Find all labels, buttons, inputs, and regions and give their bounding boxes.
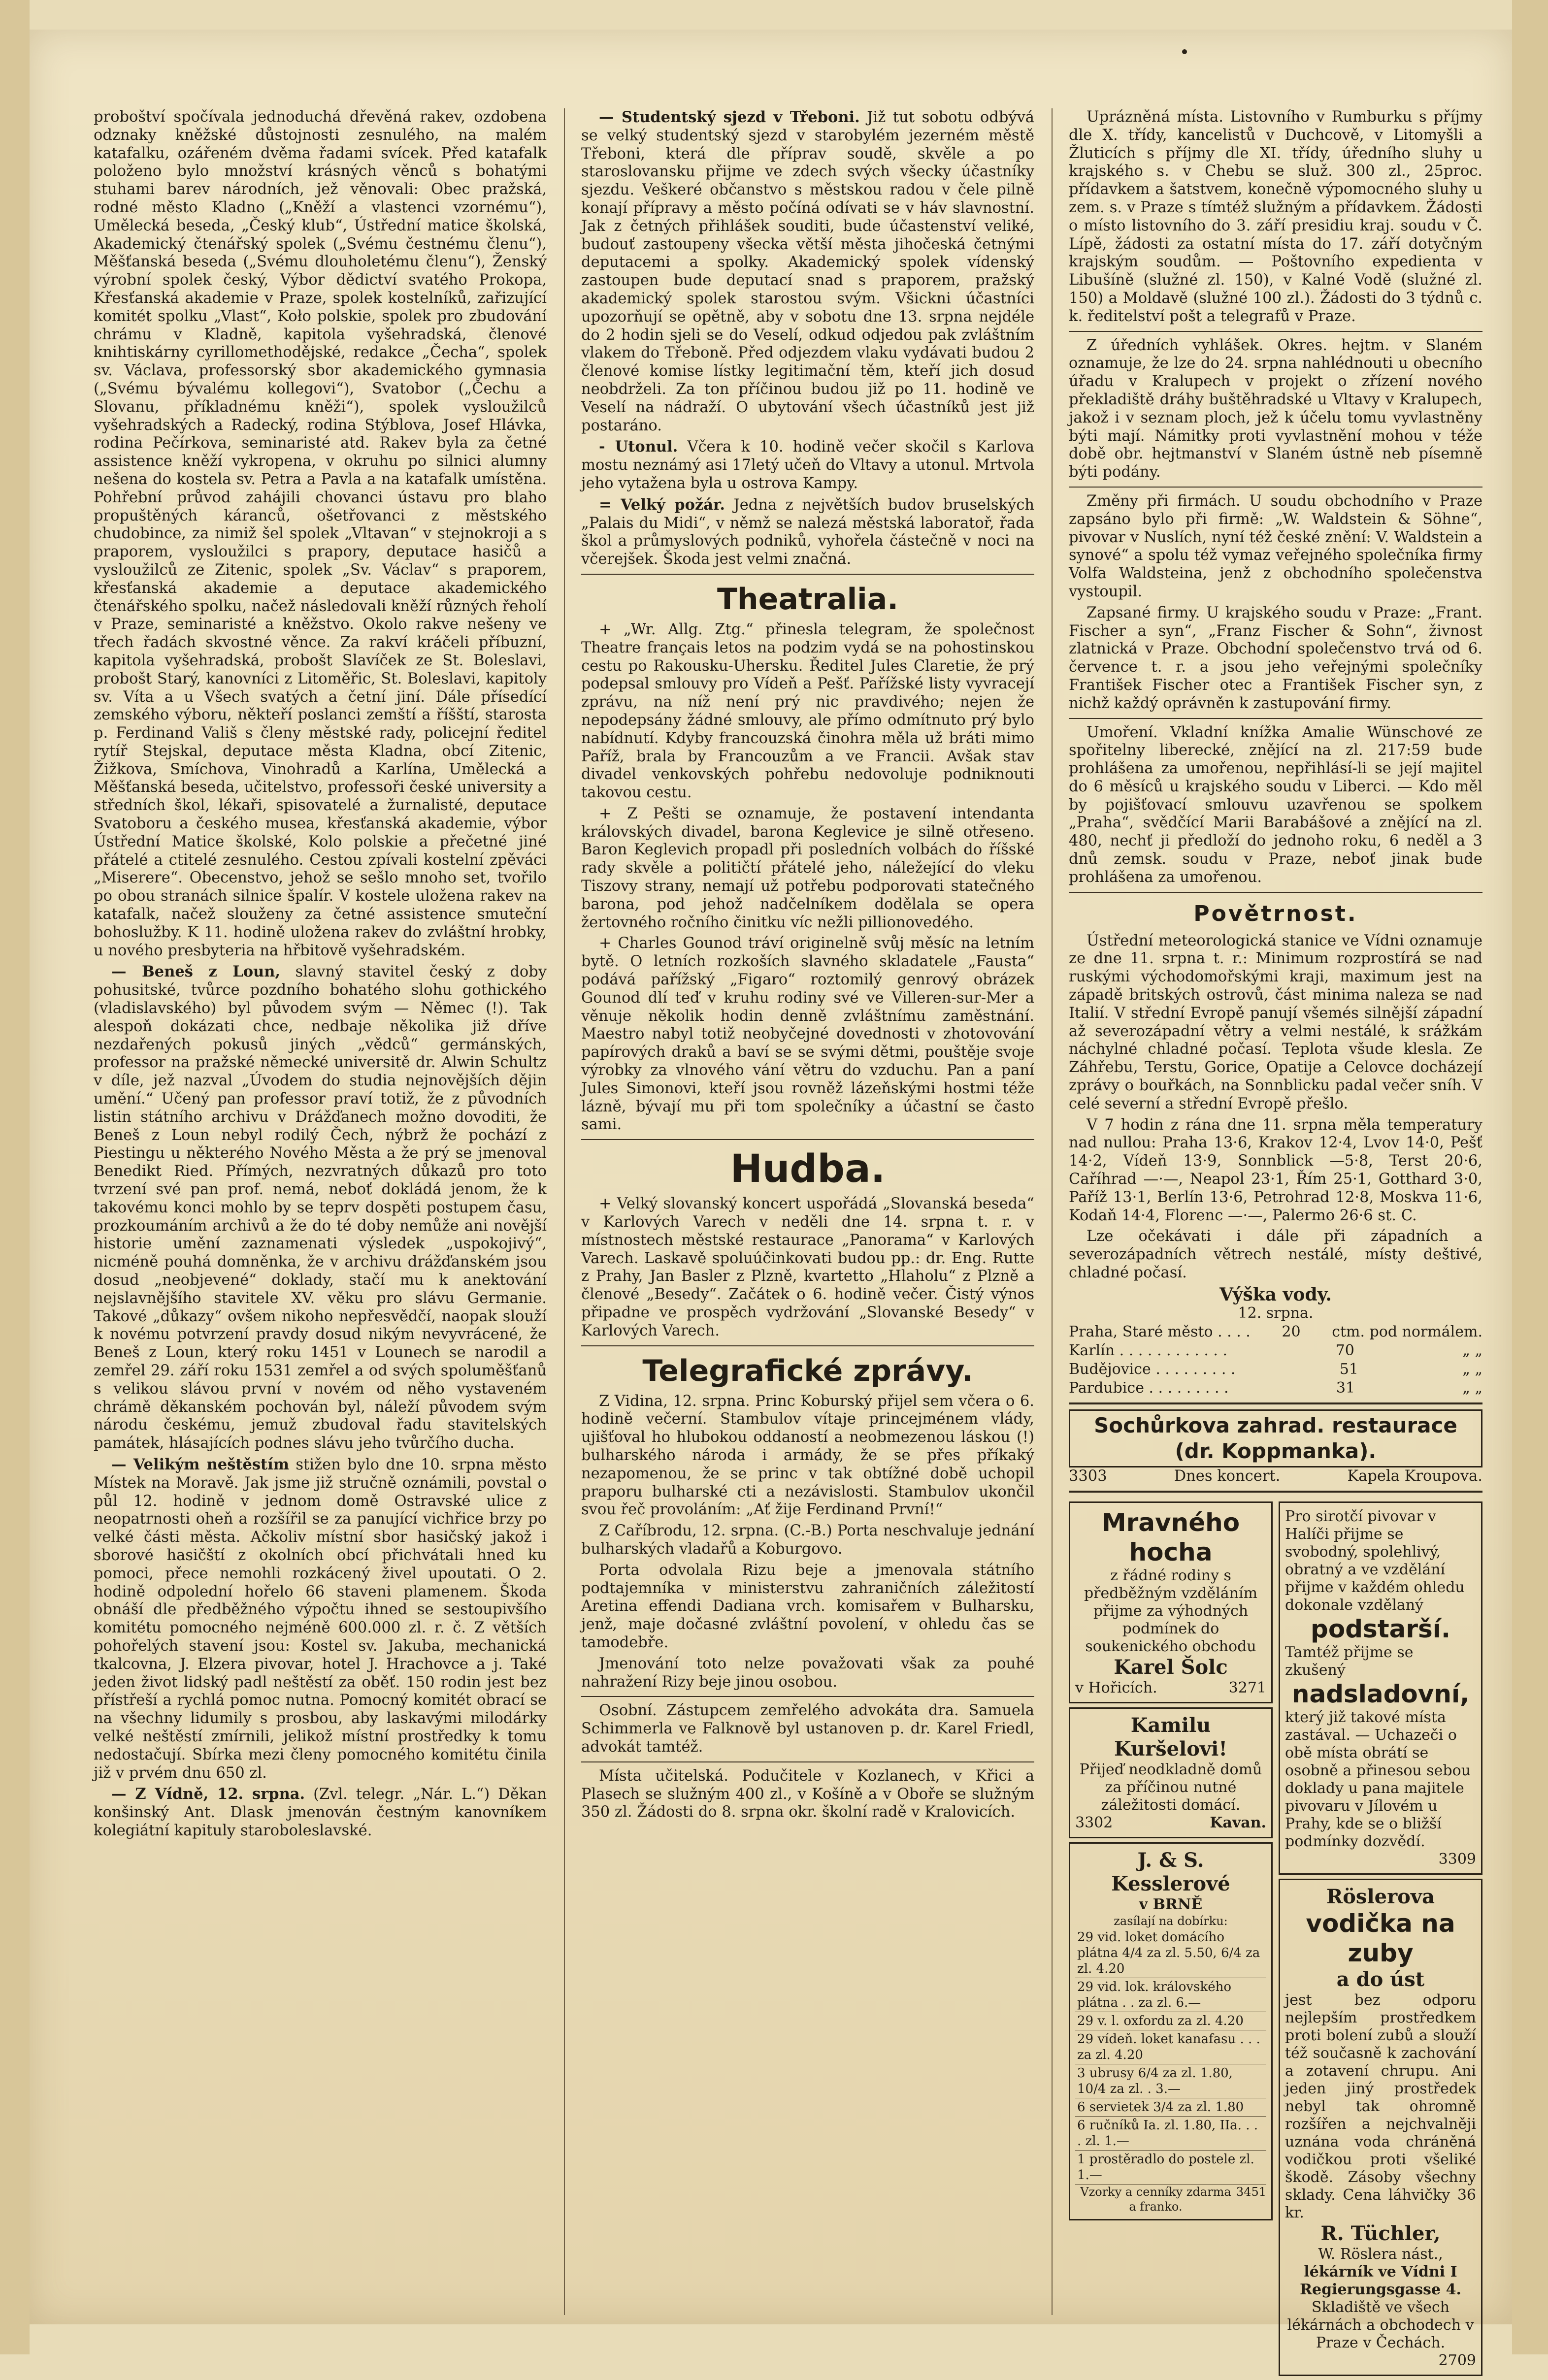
vienna-heading: — Z Vídně, 12. srpna. (111, 1785, 305, 1803)
music-item-1: + Velký slovanský koncert uspořádá „Slovanská beseda“ v Karlových Varech v neděli dne 14. srpna t. r. v místnostech městské restaurace „Panorama“ v Karlových Varech. Laskavě spoluúčinkovati budou pp.: dr. Eng. Rutte z Prahy, Jan Basler z Plzně, kvartetto „Hlaholu“ z Plzně a členové „Besedy“. Začátek o 6. hodině večer. Čistý výnos připadne ve prospěch vydržování „Slovanské Besedy“ v Karlových Varech. (581, 1195, 1034, 1339)
page-dot (1182, 49, 1187, 54)
ad-kessler-note: Vzorky a cenníky zdarma a franko. (1080, 2184, 1231, 2214)
column-rule-1 (564, 108, 565, 2315)
price-row (1075, 2012, 1266, 2030)
price-item: 6 ručníků Ia. zl. 1.80, IIa. . . . zl. 1.— (1075, 2116, 1266, 2150)
section-theatralia: Theatralia. (717, 582, 898, 617)
mistek-heading: — Velikým neštěstím (111, 1455, 289, 1473)
temperature-report: V 7 hodin z rána dne 11. srpna měla temperatury nad nullou: Praha 13·6, Krakov 12·4, Lvov 14·0, Pešť 14·2, Vídeň 13·9, Sonnblick —5·8, Terst 20·6, Caříhrad —·—, Neapol 23·1, Řím 25·1, Gotthard 3·0, Paříž 13·1, Berlín 13·6, Petrohrad 12·8, Moskva 11·6, Kodaň 14·4, Florenc —·—, Palermo 26·6 st. C. (1069, 1116, 1482, 1224)
ad-toothwater-maker: R. Tüchler, (1320, 2221, 1441, 2245)
benes-text: slavný stavitel český z doby pohusitské, tvůrce pozdního bohatého slohu gothického (vladislavského) byl původem svým — Němec (!). Tak alespoň dokázati chce, nedbaje několika již dříve nezdařených pokusů jiných „vědců“ germánských, professor na pražské německé universitě dr. Alwin Schultz v díle, jež nazval „Úvodem do studia nejnovějších dějin umění.“ Učený pan professor praví totiž, že z původních listin státního archivu v Drážďanech možno dovoditi, že Beneš z Loun nebyl rodilý Čech, nýbrž že pochází z Piestingu u některého Nového Města a že prý se jmenoval Benedikt Ried. Přímých, nezvratných důkazů pro toto tvrzení své pan prof. nemá, neboť dokládá jenom, že k takovému konci mohlo by se teprv dospěti postupem času, prozkoumáním archivů a že do té doby nemůže ani novější historie umění zaznamenati výsledek „uspokojivý“, nicméně pouhá domněnka, že v archivu drážďanském jsou dosud „neobjevené“ doklady, stačí mu k anektování nejslavnějšího stavitele XV. věku pro slávu Germanie. Takové „důkazy“ ovšem nikoho nepřesvědčí, naopak slouží k novému potvrzení pravdy dosud nikým nevyvrácené, že Beneš z Loun, který roku 1451 v Lounech se narodil a zemřel 29. září roku 1531 zemřel a od svých spoluměšťanů s velikou slávou první v novém od něho vystaveném chrámě děkanském pochován byl, náleží původem svým národu českému, jemuž zbudoval řadu stavitelských památek, hlásajících podnes slávu jeho tvůrčího ducha. (94, 963, 547, 1452)
mistek-article (94, 1456, 547, 1782)
ad-apprentice-title: Mravného hocha (1101, 1508, 1240, 1566)
telegram-2: Z Caříbrodu, 12. srpna. (C.-B.) Porta neschvaluje jednání bulharských vladařů a Koburgovo. (581, 1522, 1034, 1558)
official-notices: Z úředních vyhlášek. Okres. hejtm. v Slaném oznamuje, že lze do 24. srpna nahlédnouti u obecního úřadu v Kralupech v projekt o zřízení nového překladiště dráhy buštěhradské u Vltavy v Kralupech, jakož i v seznam ploch, jež k účelu tomu vyvlastněny býti mají. Námitky proti vyvlastnění mohou v téže době obr. hejtmanství v Slaném ústně neb písemně býti podány. (1069, 336, 1482, 481)
fire-heading: = Velký požár. (599, 495, 725, 514)
price-row (1075, 2098, 1266, 2116)
ad-apprentice-place: v Hořicích. (1075, 1679, 1157, 1696)
price-row (1075, 1978, 1266, 2012)
ad-toothwater (1279, 1879, 1482, 2376)
teacher-vacancies: Místa učitelská. Podučitele v Kozlanech, v Křici a Plasech se služným 400 zl., v Košíně a v Oboře se služným 350 zl. Žádosti do 8. srpna okr. školní radě v Kralovicích. (581, 1767, 1034, 1821)
price-item: 29 vid. lok. královského plátna . . za zl. 6.— (1075, 1978, 1266, 2012)
ad-toothwater-title: vodička na zuby (1306, 1909, 1455, 1967)
cancellation-notice: Umoření. Vkladní knížka Amalie Wünschové ze spořitelny liberecké, znějící na zl. 217:59 bude prohlášena za umořenou, nepřihlásí-li se její majitel do 6 měsíců u krajského soudu v Liberci. — Kdo měl by pojišťovací smlouvu uzavřenou se spolkem „Praha“, svědčící Marii Barabášové a znějící na zl. 480, nechť ji předloží do jednoho roku, 6 neděl a 3 dnů zemsk. soudu v Praze, neboť jinak bude prohlášena za umořenou. (1069, 723, 1482, 886)
ad-kessler-subtitle: zasílají na dobírku: (1114, 1914, 1228, 1928)
telegram-4: Jmenování toto nelze považovati však za pouhé nahražení Rizy beje jinou osobou. (581, 1655, 1034, 1691)
page-edge-left (0, 0, 30, 2354)
water-value: 31 (1336, 1379, 1355, 1397)
water-row (1069, 1379, 1482, 1398)
section-telegrams: Telegrafické zprávy. (642, 1353, 973, 1388)
water-place: Karlín . . . . . . . . . . . . (1069, 1341, 1228, 1359)
section-weather: Povětrnost. (1193, 901, 1358, 926)
firm-changes: Změny při firmách. U soudu obchodního v Praze zapsáno bylo při firmě: „W. Waldstein & Söhne“, pivovar v Nuslích, nyní též české znění: V. Waldstein a synové“ a spolu též vymaz veřejného společníka firmy Volfa Waldsteina, jenž z obchodního společenstva vystoupil. (1069, 492, 1482, 600)
fire-text: Jedna z největších budov bruselských „Palais du Midi“, v němž se nalezá městská laboratoř, řada škol a průmyslových podniků, vyhořela částečně v noci na včerejšek. Škoda jest velmi značná. (581, 496, 1034, 568)
ad-kessler-footer (1075, 2184, 1266, 2214)
ad-toothwater-text2: Skladiště ve všech lékárnách a obchodech v Praze v Čechách. (1287, 2298, 1474, 2351)
benes-heading: — Beneš z Loun, (111, 963, 281, 981)
water-place: Pardubice . . . . . . . . . (1069, 1379, 1229, 1397)
divider (581, 1139, 1034, 1140)
price-item: 1 prostěradlo do postele zl. 1.— (1075, 2150, 1266, 2184)
water-place: Praha, Staré město . . . . (1069, 1323, 1251, 1340)
price-item: 29 vídeň. loket kanafasu . . . za zl. 4.20 (1075, 2030, 1266, 2064)
ad-kursel-number: 3302 (1075, 1814, 1113, 1831)
personal-notice: Osobní. Zástupcem zemřelého advokáta dra. Samuela Schimmerla ve Falknově byl ustanoven p. dr. Karel Friedl, advokát tamtéž. (581, 1702, 1034, 1756)
restaurant-ad-number: 3303 (1069, 1467, 1107, 1485)
ad-apprentice (1069, 1501, 1273, 1703)
water-row (1069, 1341, 1482, 1360)
student-congress-text: Již tut sobotu odbývá se velký studentský sjezd v starobylém jezerném městě Třeboni, která dle příprav soudě, skvěle a po staroslovansku přijme ve zdech svých všecky účastníky sjezdu. Veškeré občanstvo s městskou radou v čele pilně konají přípravy a město počíná odívati se v háv slavnostní. Jak z četných přihlášek souditi, bude účastenství veliké, budouť zastoupeny všecka větší města jihočeská četnými deputacemi a spolky. Akademický spolek vídenský zastoupen bude deputací snad s praporem, pražský akademický spolek starostou svým. Všickni účastníci upozorňují se opětně, aby v sobotu dne 13. srpna nejdéle do 2 hodin sjeli se do Veselí, odkud odjedou pak zvláštním vlakem do Třeboně. Před odjezdem vlaku vydávati budou 2 členové komise lístky legitimační těm, kteří jich dosud neobdrželi. Za ton příčinou budou již po 11. hodině ve Veselí na nádraží. O ubytování všech účastníků jest již postaráno. (581, 109, 1034, 434)
price-item: 29 vid. loket domácího plátna 4/4 za zl. 5.50, 6/4 za zl. 4.20 (1075, 1928, 1266, 1978)
ads-left (1069, 1498, 1273, 2380)
price-item: 6 servietek 3/4 za zl. 1.80 (1075, 2098, 1266, 2116)
registered-firms: Zapsané firmy. U krajského soudu v Praze: „Frant. Fischer a syn“, „Franz Fischer & Sohn“, živnost zlatnická v Praze. Obchodní společenstvo trvá od 6. července t. r. a jsou jeho veřejnými společníky František Fischer otec a František Fischer syn, z nichž každý oprávněn k zastupování firmy. (1069, 604, 1482, 712)
water-value: 51 (1339, 1360, 1358, 1378)
column-right (1069, 108, 1482, 2369)
restaurant-ad-band: Kapela Kroupova. (1347, 1467, 1482, 1485)
ad-toothwater-brand: Röslerova (1326, 1885, 1435, 1908)
water-value: 20 (1282, 1323, 1301, 1340)
student-congress-article (581, 108, 1034, 435)
divider (1069, 487, 1482, 488)
mistek-text: stižen bylo dne 10. srpna město Místek na Moravě. Jak jsme již stručně oznámili, povstal o půl 12. hodině v jednom domě Ostravské ulice z neopatrnosti oheň a rozšířil se za panující vichřice brzy po velké části města. Ačkoliv místní sbor hasičský jakož i sborové hasičští z okolních obcí přichvátali hned ku pomoci, přece nemohli rozkácený živel upoutati. O 2. hodině odpolední hořelo 66 staveni plamenem. Škoda obnáší dle předběžného výpočtu ihned se sestoupivšího komitétu pomocného nejméně 600.000 zl. r. č. Z větších pohořelých stavení jsou: Kostel sv. Jakuba, mechanická tkalcovna, J. Elzera pivovar, hotel J. Hrachovce a j. Také jeden život lidský padl neštěstí za oběť. 150 rodin jest bez přístřeší a rychlá pomoc nutna. Pomocný komitét obrací se na všechny lidumily s prosbou, aby laskavými milodárky velké neštěstí zmírnili, jelikož místní prostředky k tomu nedostačují. Sbírka mezi členy pomocného komitétu činila již v prvém dnu 650 zl. (94, 1456, 547, 1782)
ad-apprentice-name: Karel Šolc (1114, 1655, 1228, 1679)
restaurant-ad-banner: Sochůrkova zahrad. restaurace (dr. Koppmanka). (1069, 1409, 1482, 1467)
ad-kessler-title: J. & S. Kesslerové (1111, 1848, 1230, 1895)
telegram-1: Z Vidina, 12. srpna. Princ Koburský přijel sem včera o 6. hodině večerní. Stambulov vítaje princejménem vlády, ujišťoval ho hlubokou oddaností a neobmezenou láskou (!) bulharského národa i armády, že se přes příkaký nezapomenou, že se princ v tak obtížné době uchopil praporu bulharské cti a nezávislosti. Stambulov ukončil svou řeč provoláním: „Ať žije Ferdinand První!“ (581, 1392, 1034, 1519)
divider (581, 1345, 1034, 1346)
ad-apprentice-footer (1075, 1679, 1266, 1697)
column-left (94, 108, 547, 2320)
price-item: 29 v. l. oxfordu za zl. 4.20 (1075, 2012, 1266, 2030)
water-place: Budějovice . . . . . . . . . (1069, 1360, 1236, 1378)
ads-grid (1069, 1498, 1482, 2380)
ad-brewery-number: 3309 (1438, 1850, 1476, 1868)
ads-right (1279, 1498, 1482, 2380)
ad-brewery-position2: nadsladovní, (1291, 1679, 1470, 1708)
ad-kessler-number: 3451 (1236, 2184, 1266, 2199)
ad-apprentice-number: 3271 (1228, 1679, 1266, 1696)
vienna-text: (Zvl. telegr. „Nár. L.“) Děkan konšinský Ant. Dlask jmenován čestným kanovníkem kolegiátní kapituly staroboleslavské. (94, 1786, 547, 1839)
water-row (1069, 1360, 1482, 1379)
funeral-article: proboštví spočívala jednoduchá dřevěná rakev, ozdobena odznaky kněžské důstojnosti zesnulého, na malém katafalku, ozářeném dvěma řadami svícek. Před katafalk položeno bylo množství krásných věnců s bohatými stuhami barev národních, jež věnovali: Obec pražská, rodné město Kladno („Kněží a vlastenci vzornému“), Umělecká beseda, „Český klub“, Ústřední matice školská, Akademický čtenářský spolek („Svému čestnému členu“), Měšťanská beseda („Svému dlouholetému členu“), Ženský výrobní spolek český, Výbor dědictví svatého Prokopa, Křesťanská akademie v Praze, spolek kostelníků, zařizující komitét spolku „Vlast“, Koło polskie, spolek pro zbudování chrámu v Kladně, kapitola vyšehradská, členové knihtiskárny cyrillomethodějské, redakce „Čecha“, spolek sv. Václava, professorský sbor akademického gymnasia („Svému bývalému kollegovi“), Svatobor („Čechu a Slovanu, příkladnému kněži“), spolek vysloužilců vyšehradských a Radecký, rodina Stýblova, Josef Hlávka, rodina Pečírkova, seminaristé atd. Rakev byla za četné assistence kněží vykropena, v okruhu po silnici alumny nešena do kostela sv. Petra a Pavla a na katafalk umístěna. Pohřební průvod zahájili chovanci ústavu pro blaho propuštěných káranců, ošetřovanci z městského chudobince, za nimiž šel spolek „Vltavan“ v stejnokroji a s praporem, vysloužilci s prapory, deputace hasičů a vysloužilců ze Zitenic, spolek „Sv. Václav“ s praporem, křesťanská akademie a deputace akademického čtenářského spolku, načež následovali kněží různých řeholí v Praze, seminaristé a kněžstvo. Okolo rakve nešeny ve třech řadách skvostné věnce. Za rakví kráčeli příbuzní, kapitola vyšehradská, probošt Slavíček ze St. Boleslavi, probošt Starý, kanovníci z Litoměřic, St. Boleslavi, kapitoly sv. Víta a u Všech svatých a četní jiní. Dále přísedící zemského výboru, někteří poslanci zemští a říšští, starosta p. Ferdinand Vališ s členy městské rady, policejní ředitel rytíř Stejskal, deputace města Kladna, obcí Zitenic, Žižkova, Smíchova, Vinohradů a Karlína, Umělecká a Měšťanská beseda, učitelstvo, professoři české university a středních škol, lékaři, spisovatelé a žurnalisté, deputace Svatoboru a českého musea, křesťanská akademie, výbor Ústřední Matice školské, Kolo polskie a přečetné jiné přátelé a ctitelé zesnulého. Cestou zpívali kostelní zpěváci „Miserere“. Obecenstvo, jehož se sešlo mnoho set, tvořilo po obou stranách silnice špalír. V kostele uložena rakev na katafalk, načež slouženy za četné assistence smuteční bohoslužby. K 11. hodině uložena rakev do zvláštní hrobky, u nového presbyteria na hřbitově vyšehradském. (94, 108, 547, 959)
water-unit: „ „ (1462, 1360, 1482, 1378)
weather-forecast: Lze očekávati i dále při západních a severozápadních větrech nestálé, místy deštivé, chladné počasí. (1069, 1228, 1482, 1282)
water-unit: ctm. pod normálem. (1332, 1323, 1482, 1340)
ad-brewery (1279, 1501, 1482, 1875)
ad-toothwater-number: 2709 (1438, 2351, 1476, 2369)
price-row (1075, 2030, 1266, 2064)
ad-kursel-signature: Kavan. (1210, 1814, 1266, 1831)
price-row (1075, 2116, 1266, 2150)
drowned-text: Včera k 10. hodině večer skočil s Karlova mostu neznámý asi 17letý učeň do Vltavy a utonul. Mrtvola jeho vytažena byla u ostrova Kampy. (581, 438, 1034, 492)
ad-kursel (1069, 1707, 1273, 1838)
water-levels-title: Výška vody. (1219, 1284, 1332, 1305)
ad-kessler (1069, 1842, 1273, 2220)
price-item: 3 ubrusy 6/4 za zl. 1.80, 10/4 za zl. . 3.— (1075, 2064, 1266, 2098)
ad-kursel-footer (1075, 1814, 1266, 1832)
theatre-item-1: + „Wr. Allg. Ztg.“ přinesla telegram, že společnost Theatre français letos na podzim vydá se na pohostinskou cestu po Rakousku-Uhersku. Ředitel Jules Claretie, že prý podepsal smlouvy pro Vídeň a Pešť. Pařížské listy vyvracejí zprávu, na níž není prý nic pravdivého; nejen že nepodepsány žádné smlouvy, ale přímo odmítnuto prý bylo nabídnutí. Kdyby francouzská činohra měla už bráti mimo Paříž, brala by Francouzům a ve Francii. Avšak stav divadel venkovských pohřebu nedovoluje podniknouti takovou cestu. (581, 620, 1034, 802)
ad-brewery-text2: Tamtéž přijme se zkušený (1285, 1643, 1414, 1679)
divider (1069, 1402, 1482, 1404)
vacancies-notice: Uprázněná místa. Listovního v Rumburku s příjmy dle X. třídy, kancelistů v Duchcově, v Litomyšli a Žluticích s příjmy dle XI. třídy, úředního sluhy u krajského s. v Chebu se služ. 300 zl., 25proc. přídavkem a šatstvem, konečně výpomocného sluhy u zem. s. v Praze s tímtéž služným a přídavkem. Žádosti o místo listovního do 3. září presidiu kraj. soudu v Č. Lípě, žádosti za ostatní místa do 17. září dotyčným krajským soudům. — Poštovního expedienta v Libušíně (služné zl. 150), v Kalné Vodě (služné zl. 150) a Moldavě (služné 100 zl.). Žádosti do 3 týdnů c. k. ředitelství pošt a telegrafů v Praze. (1069, 108, 1482, 325)
drowned-heading: - Utonul. (599, 438, 678, 456)
water-levels-date: 12. srpna. (1238, 1304, 1314, 1322)
column-rule-2 (1052, 108, 1053, 2315)
section-hudba: Hudba. (730, 1147, 886, 1192)
divider (1069, 1491, 1482, 1493)
page-edge-right (1512, 0, 1548, 2354)
water-value: 70 (1335, 1341, 1354, 1359)
fire-article (581, 496, 1034, 569)
theatre-item-2: + Z Pešti se oznamuje, že postavení intendanta královských divadel, barona Keglevice je silně otřeseno. Baron Keglevich propadl při posledních volbách do říšské rady skvěle a političtí přátelé jeho, náležející do vleku Tiszovy strany, nemají už potřebu podporovati statečného barona, pod jehož nadčelníkem dodělala se opera žertovného ročního činitku víc nežli pillionovedého. (581, 805, 1034, 931)
water-row (1069, 1323, 1482, 1341)
water-unit: „ „ (1462, 1341, 1482, 1359)
ad-kursel-title: Kamilu Kuršelovi! (1114, 1713, 1227, 1761)
drowned-article (581, 438, 1034, 492)
water-levels (1069, 1285, 1482, 1398)
divider (1069, 331, 1482, 332)
divider (581, 1761, 1034, 1762)
ad-brewery-text: Pro sirotčí pivovar v Halíči přijme se svobodný, spolehlivý, obratný a ve vzdělání přijme v každém ohledu dokonale vzdělaný (1285, 1507, 1465, 1614)
ad-kessler-price-list (1075, 1928, 1266, 2184)
divider (1069, 718, 1482, 719)
ad-apprentice-text: z řádné rodiny s předběžným vzděláním přijme za výhodných podmínek do soukenického obchodu (1084, 1566, 1258, 1655)
ad-toothwater-maker2: W. Röslera nást., (1318, 2245, 1443, 2263)
divider (581, 574, 1034, 575)
divider (1069, 892, 1482, 893)
vienna-article (94, 1785, 547, 1840)
student-congress-heading: — Studentský sjezd v Třeboni. (599, 108, 860, 126)
restaurant-ad-info (1069, 1467, 1482, 1486)
telegram-3: Porta odvolala Rizu beje a jmenovala státního podtajemníka v ministerstvu zahraničních záležitostí Aretina effendi Dadiana vrch. komisařem v Bulharsku, jenž, maje dočasné zvláštní povolení, v ohledu čas se tamodebře. (581, 1561, 1034, 1651)
water-unit: „ „ (1462, 1379, 1482, 1397)
column-middle (581, 108, 1034, 2320)
divider (581, 1696, 1034, 1697)
price-row (1075, 2064, 1266, 2098)
weather-report: Ústřední meteorologická stanice ve Vídni oznamuje ze dne 11. srpna t. r.: Minimum rozprostírá se nad ruskými východomořskými kraji, maximum jest na západě britských ostrovů, část minima naleza se nad Italií. V střední Evropě panují všemés silnější západní až severozápadní větry a velmi nestálé, k srážkám náchylné chladné počasí. Teplota všude klesla. Ze Záhřebu, Terstu, Gorice, Opatije a Celovce docházejí zprávy o bouřkách, na Sonnblicku padal večer sníh. V celé severní a střední Evropě přešlo. (1069, 932, 1482, 1112)
restaurant-ad-concert: Dnes koncert. (1174, 1467, 1281, 1485)
ad-toothwater-subtitle: a do úst (1336, 1967, 1425, 1991)
ad-kessler-place: v BRNĚ (1139, 1895, 1203, 1913)
ad-toothwater-shop: lékárník ve Vídni I Regierungsgasse 4. (1300, 2263, 1461, 2298)
ad-kursel-text: Přijeď neodkladně domů za příčinou nutné záležitosti domácí. (1079, 1761, 1262, 1814)
price-row (1075, 1928, 1266, 1978)
benes-article (94, 963, 547, 1453)
price-row (1075, 2150, 1266, 2184)
ad-brewery-position: podstarší. (1311, 1614, 1450, 1643)
theatre-item-3: + Charles Gounod tráví originelně svůj měsíc na letním bytě. O letních rozkoších slavného skladatele „Fausta“ podává pařížský „Figaro“ roztomilý genrový obrázek Gounod dlí teď v kruhu rodiny své ve Villeren-sur-Mer a věnuje několik hodin denně zvláštnímu zaměstnání. Maestro nabyl totiž neobyčejné dovednosti v zhotovování papírových draků a baví se se svými dětmi, pouštěje svoje výrobky za vlnového vání větru do vzduchu. Pan a paní Jules Simonovi, kteří jsou rovněž lázeňskými hostmi téže lázně, bývají mu při tom společníky a účastní se často sami. (581, 935, 1034, 1134)
ad-toothwater-text: jest bez odporu nejlepším prostředkem proti bolení zubů a slouží též současně k zachování a zotavení chrupu. Ani jeden jiný prostředek nebyl tak ohromně rozšířen a nejchvalněji uznána voda chráněná vodičkou proti všeliké škodě. Zásoby všechny sklady. Cena láhvičky 36 kr. (1285, 1991, 1476, 2221)
ad-brewery-text3: který již takové místa zastával. — Uchazeči o obě místa obrátí se osobně a přinesou sebou doklady u pana majitele pivovaru v Jílovém u Prahy, kde se o bližší podmínky dozvědí. (1285, 1708, 1471, 1850)
